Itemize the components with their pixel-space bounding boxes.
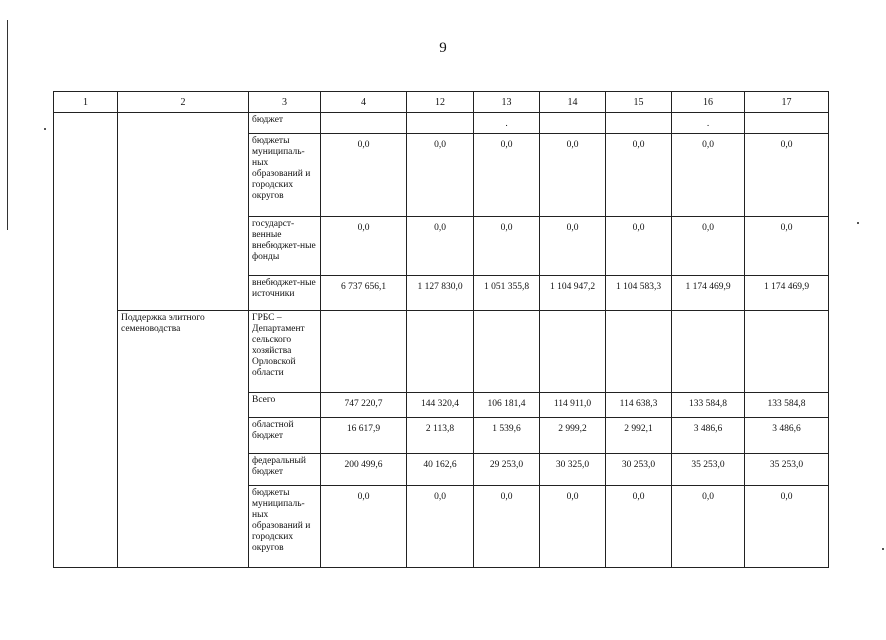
budget-table: [53, 91, 829, 568]
value-cell: [540, 113, 606, 134]
value-cell: 0,0: [672, 217, 745, 276]
value-cell: 0,0: [606, 217, 672, 276]
funding-source-cell: бюджеты муниципаль-ных образований и городских округов: [249, 134, 321, 217]
value-cell: [540, 311, 606, 393]
value-cell: 35 253,0: [672, 454, 745, 486]
value-cell: [745, 311, 829, 393]
value-cell: 0,0: [540, 217, 606, 276]
value-cell: .: [672, 113, 745, 134]
value-cell: 2 999,2: [540, 418, 606, 454]
funding-source-cell: бюджеты муниципаль-ных образований и городских округов: [249, 486, 321, 568]
value-cell: 6 737 656,1: [321, 276, 407, 311]
scan-speck: [857, 222, 859, 224]
value-cell: 0,0: [606, 134, 672, 217]
value-cell: 144 320,4: [407, 393, 474, 418]
value-cell: 0,0: [474, 134, 540, 217]
value-cell: 200 499,6: [321, 454, 407, 486]
value-cell: 747 220,7: [321, 393, 407, 418]
value-cell: [321, 311, 407, 393]
funding-source-cell: ГРБС – Департамент сельского хозяйства Орловской области: [249, 311, 321, 393]
column-header: 17: [745, 92, 829, 113]
value-cell: [606, 311, 672, 393]
value-cell: 29 253,0: [474, 454, 540, 486]
program-cell: [118, 113, 249, 311]
value-cell: 133 584,8: [745, 393, 829, 418]
column-header: 1: [54, 92, 118, 113]
value-cell: 3 486,6: [745, 418, 829, 454]
table-row: [54, 311, 829, 393]
value-cell: 0,0: [407, 134, 474, 217]
column-header: 13: [474, 92, 540, 113]
value-cell: 114 911,0: [540, 393, 606, 418]
scan-speck: [44, 128, 46, 130]
value-cell: [672, 311, 745, 393]
value-cell: 16 617,9: [321, 418, 407, 454]
program-cell: Поддержка элитного семеноводства: [118, 311, 249, 568]
value-cell: [606, 113, 672, 134]
value-cell: 0,0: [407, 217, 474, 276]
value-cell: 0,0: [745, 134, 829, 217]
value-cell: 0,0: [672, 134, 745, 217]
value-cell: 30 325,0: [540, 454, 606, 486]
value-cell: 1 127 830,0: [407, 276, 474, 311]
value-cell: 1 104 583,3: [606, 276, 672, 311]
value-cell: 30 253,0: [606, 454, 672, 486]
row-index-cell: [54, 113, 118, 568]
value-cell: 114 638,3: [606, 393, 672, 418]
value-cell: 0,0: [321, 134, 407, 217]
funding-source-cell: государст-венные внебюджет-ные фонды: [249, 217, 321, 276]
column-header: 16: [672, 92, 745, 113]
value-cell: 0,0: [540, 134, 606, 217]
funding-source-cell: федеральный бюджет: [249, 454, 321, 486]
value-cell: 2 113,8: [407, 418, 474, 454]
value-cell: 0,0: [606, 486, 672, 568]
value-cell: 35 253,0: [745, 454, 829, 486]
value-cell: [745, 113, 829, 134]
funding-source-cell: Всего: [249, 393, 321, 418]
value-cell: 1 539,6: [474, 418, 540, 454]
value-cell: 40 162,6: [407, 454, 474, 486]
page-number: 9: [439, 40, 447, 56]
value-cell: [321, 113, 407, 134]
value-cell: 106 181,4: [474, 393, 540, 418]
value-cell: .: [474, 113, 540, 134]
funding-source-cell: бюджет: [249, 113, 321, 134]
value-cell: 0,0: [474, 486, 540, 568]
value-cell: 0,0: [745, 486, 829, 568]
scan-speck: [882, 548, 884, 550]
value-cell: 0,0: [540, 486, 606, 568]
value-cell: [407, 311, 474, 393]
value-cell: [474, 311, 540, 393]
column-header: 2: [118, 92, 249, 113]
value-cell: 2 992,1: [606, 418, 672, 454]
header-row: [54, 92, 829, 113]
column-header: 12: [407, 92, 474, 113]
column-header: 3: [249, 92, 321, 113]
value-cell: 0,0: [474, 217, 540, 276]
value-cell: 1 174 469,9: [745, 276, 829, 311]
column-header: 14: [540, 92, 606, 113]
value-cell: 1 051 355,8: [474, 276, 540, 311]
value-cell: 0,0: [672, 486, 745, 568]
value-cell: 0,0: [321, 217, 407, 276]
funding-source-cell: областной бюджет: [249, 418, 321, 454]
value-cell: 0,0: [321, 486, 407, 568]
value-cell: 3 486,6: [672, 418, 745, 454]
value-cell: 1 174 469,9: [672, 276, 745, 311]
value-cell: 133 584,8: [672, 393, 745, 418]
column-header: 15: [606, 92, 672, 113]
funding-source-cell: внебюджет-ные источники: [249, 276, 321, 311]
table-row: [54, 113, 829, 134]
value-cell: 0,0: [745, 217, 829, 276]
value-cell: [407, 113, 474, 134]
value-cell: 0,0: [407, 486, 474, 568]
value-cell: 1 104 947,2: [540, 276, 606, 311]
column-header: 4: [321, 92, 407, 113]
